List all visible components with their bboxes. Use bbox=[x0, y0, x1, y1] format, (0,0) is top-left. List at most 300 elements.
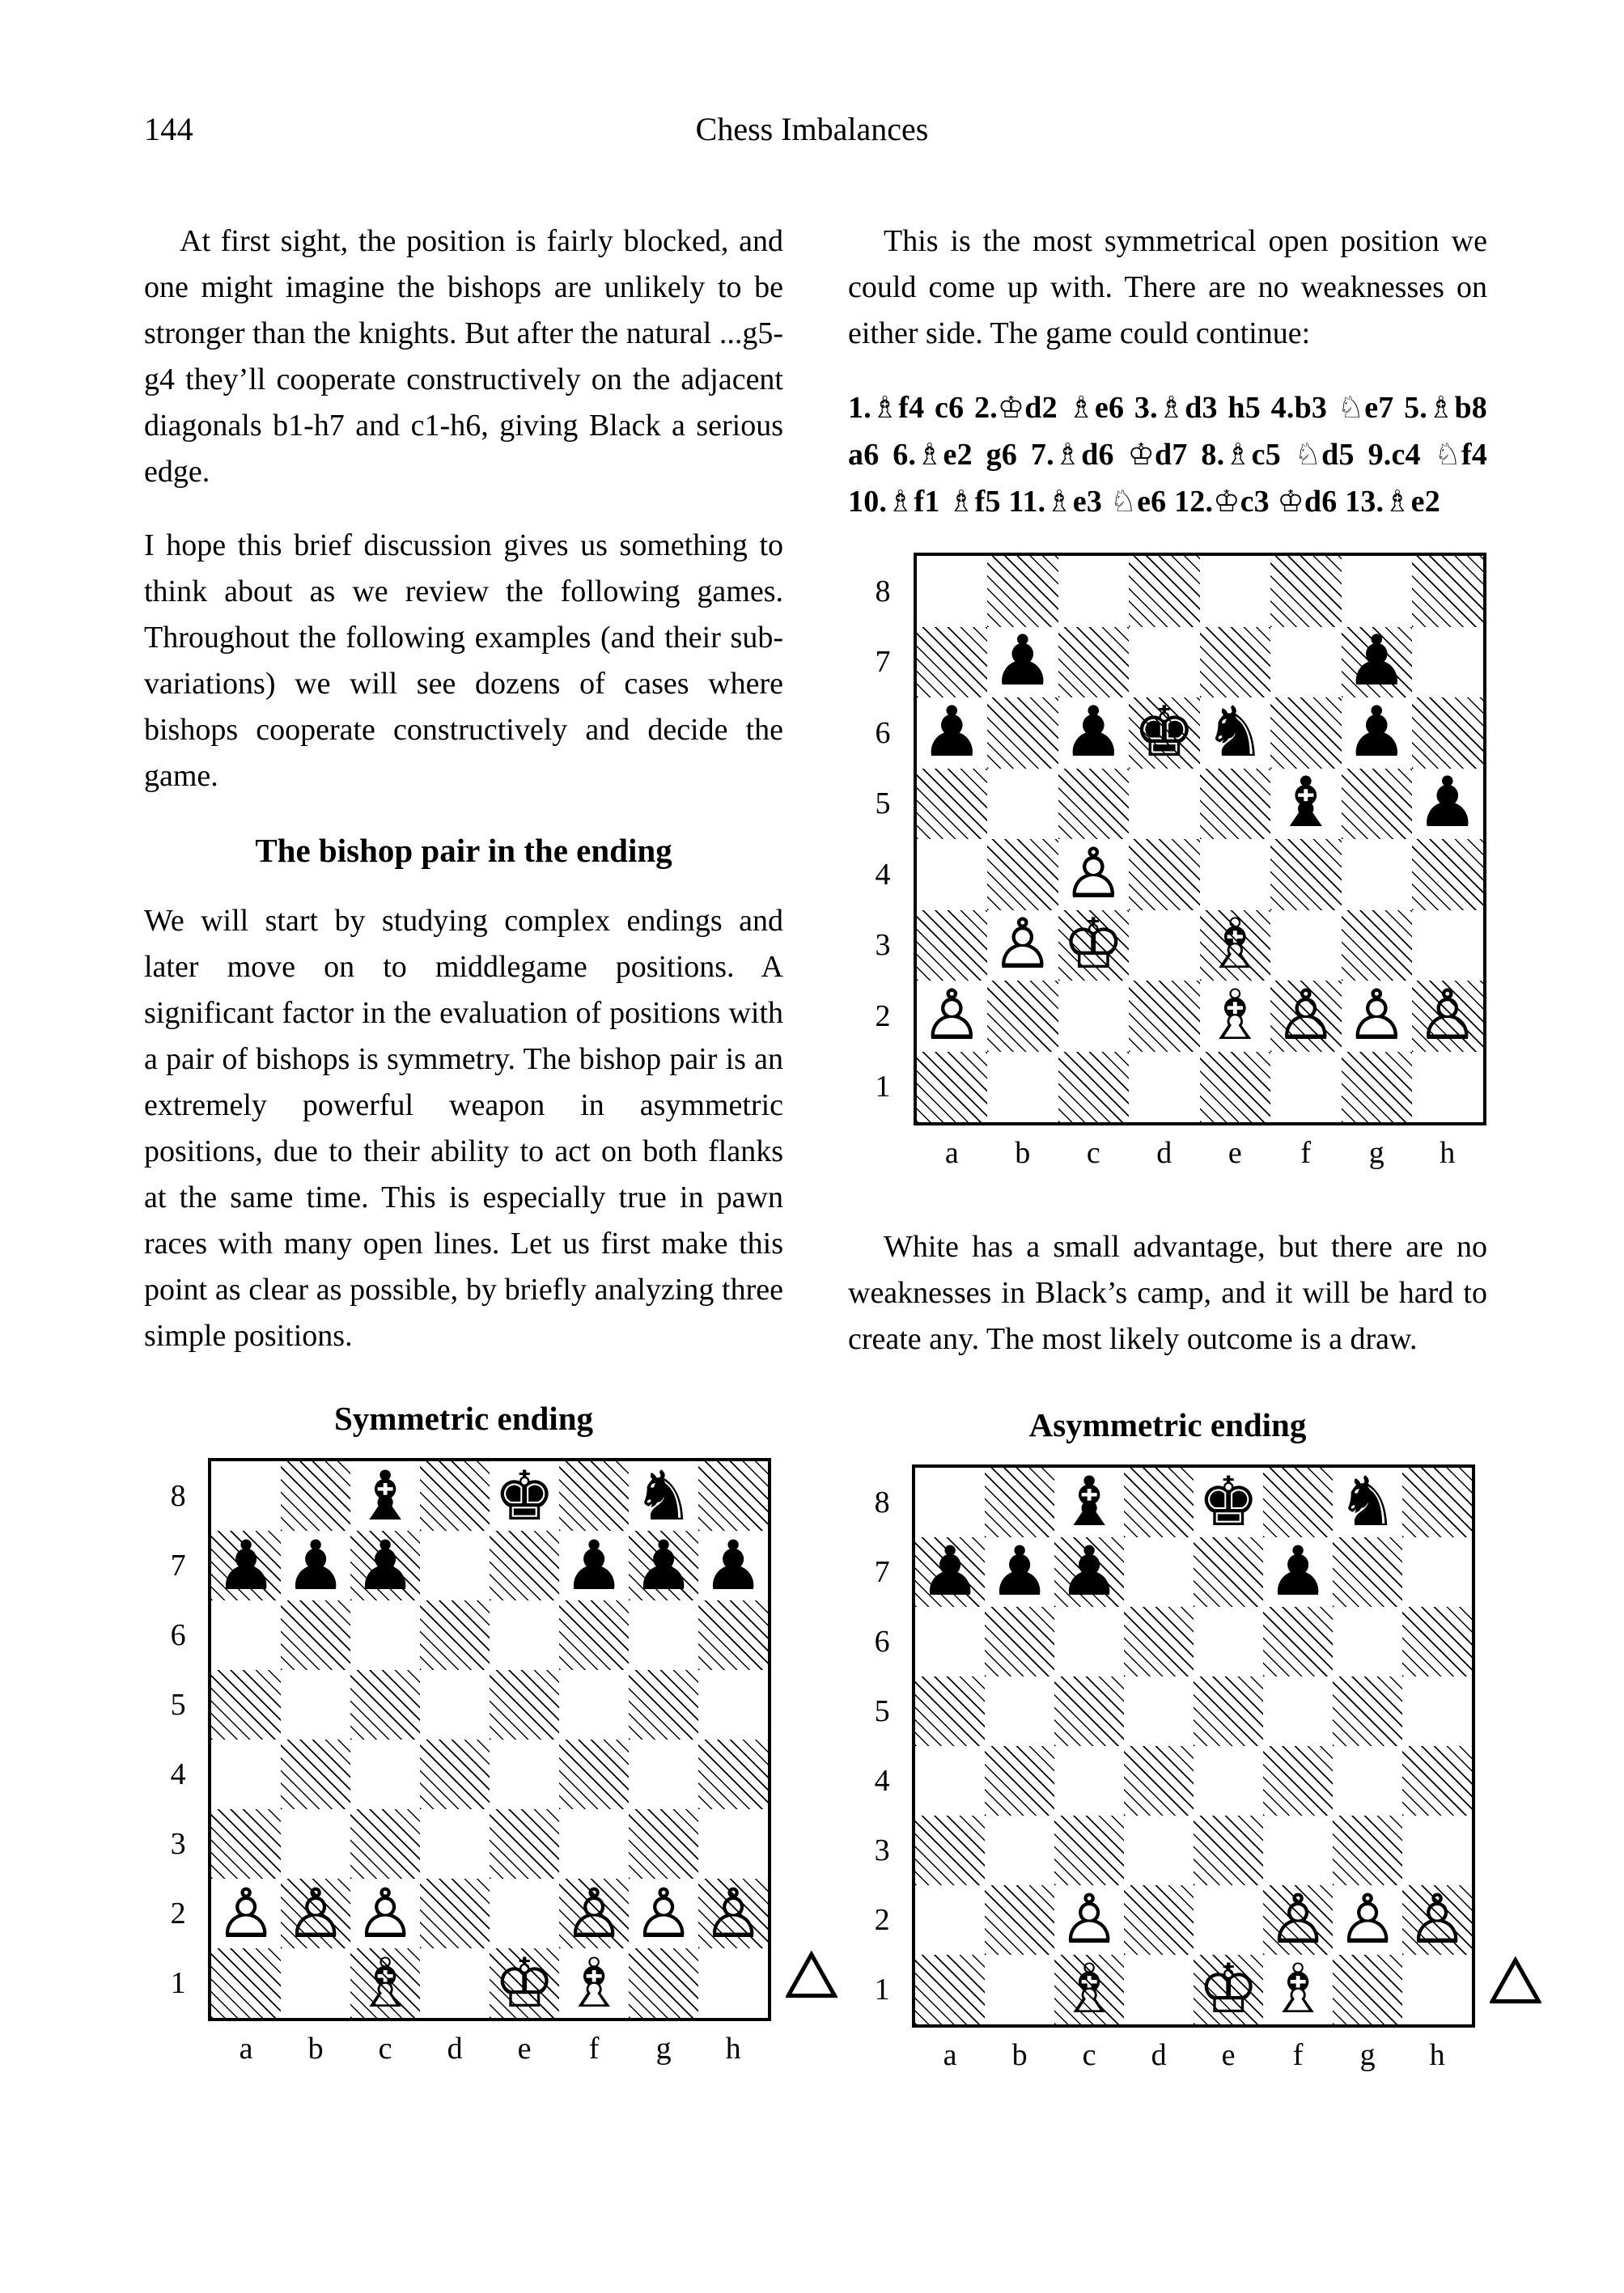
square-d1[interactable] bbox=[420, 1948, 490, 2018]
square-f2[interactable] bbox=[559, 1879, 629, 1948]
diagram-asymmetric-ending bbox=[848, 1405, 1487, 2097]
square-d8[interactable] bbox=[420, 1461, 490, 1531]
square-e4[interactable] bbox=[490, 1740, 559, 1809]
square-g1[interactable] bbox=[629, 1948, 698, 2018]
square-f3[interactable] bbox=[1270, 910, 1342, 981]
rank-label: 8 bbox=[874, 1485, 890, 1519]
black-pawn-icon[interactable]: ♟ bbox=[1345, 626, 1408, 697]
square-c4[interactable] bbox=[1054, 1746, 1124, 1816]
file-label: a bbox=[943, 2037, 957, 2072]
section-heading-bishop-pair-ending: The bishop pair in the ending bbox=[255, 832, 672, 869]
square-d5[interactable] bbox=[1124, 1676, 1194, 1746]
square-c4[interactable] bbox=[1058, 839, 1130, 910]
square-d7[interactable] bbox=[1124, 1537, 1194, 1607]
square-b5[interactable] bbox=[987, 769, 1058, 840]
square-a7[interactable] bbox=[915, 1537, 985, 1607]
square-a5[interactable] bbox=[915, 1676, 985, 1746]
white-king-icon[interactable]: ♔ bbox=[1198, 1954, 1259, 2024]
square-g6[interactable] bbox=[1333, 1607, 1402, 1676]
square-f1[interactable] bbox=[1263, 1955, 1333, 2024]
square-b3[interactable] bbox=[281, 1809, 350, 1879]
white-pawn-icon[interactable]: ♙ bbox=[215, 1879, 277, 1948]
square-g5[interactable] bbox=[1342, 769, 1413, 840]
square-e6[interactable] bbox=[1194, 1607, 1263, 1676]
square-g6[interactable] bbox=[1342, 697, 1413, 769]
white-pawn-icon[interactable]: ♙ bbox=[920, 981, 983, 1052]
file-label: g bbox=[1359, 2037, 1376, 2072]
black-pawn-icon[interactable]: ♟ bbox=[354, 1531, 416, 1600]
square-b7[interactable] bbox=[987, 627, 1058, 698]
square-d3[interactable] bbox=[1124, 1816, 1194, 1885]
square-h6[interactable] bbox=[1402, 1607, 1472, 1676]
square-h2[interactable] bbox=[1412, 981, 1483, 1052]
square-f2[interactable] bbox=[1270, 981, 1342, 1052]
rank-label: 5 bbox=[170, 1688, 186, 1722]
square-g7[interactable] bbox=[1342, 627, 1413, 698]
board-wrapper bbox=[170, 1458, 783, 2091]
square-h6[interactable] bbox=[698, 1600, 768, 1670]
square-f7[interactable] bbox=[1263, 1537, 1333, 1607]
square-h1[interactable] bbox=[698, 1948, 768, 2018]
square-f1[interactable] bbox=[1270, 1052, 1342, 1123]
square-a1[interactable] bbox=[211, 1948, 281, 2018]
page-number: 144 bbox=[144, 111, 193, 147]
black-bishop-icon[interactable]: ♝ bbox=[354, 1461, 416, 1531]
black-pawn-icon[interactable]: ♟ bbox=[633, 1531, 694, 1600]
square-g7[interactable] bbox=[629, 1531, 698, 1600]
square-h2[interactable] bbox=[1402, 1885, 1472, 1955]
square-d6[interactable] bbox=[1124, 1607, 1194, 1676]
square-f4[interactable] bbox=[1263, 1746, 1333, 1816]
square-d3[interactable] bbox=[420, 1809, 490, 1879]
square-h3[interactable] bbox=[1402, 1816, 1472, 1885]
file-label: c bbox=[378, 2032, 392, 2066]
square-d2[interactable] bbox=[1124, 1885, 1194, 1955]
square-d4[interactable] bbox=[420, 1740, 490, 1809]
square-g4[interactable] bbox=[629, 1740, 698, 1809]
square-b4[interactable] bbox=[281, 1740, 350, 1809]
square-a1[interactable] bbox=[917, 1052, 988, 1123]
square-h5[interactable] bbox=[1402, 1676, 1472, 1746]
square-b3[interactable] bbox=[985, 1816, 1054, 1885]
square-g2[interactable] bbox=[1342, 981, 1413, 1052]
square-f7[interactable] bbox=[559, 1531, 629, 1600]
square-h7[interactable] bbox=[1412, 627, 1483, 698]
square-c5[interactable] bbox=[1058, 769, 1130, 840]
square-d5[interactable] bbox=[1129, 769, 1200, 840]
black-pawn-icon[interactable]: ♟ bbox=[215, 1531, 277, 1600]
rank-label: 6 bbox=[874, 1624, 890, 1659]
square-d1[interactable] bbox=[1129, 1052, 1200, 1123]
square-h8[interactable] bbox=[698, 1461, 768, 1531]
square-a8[interactable] bbox=[915, 1468, 985, 1537]
square-h3[interactable] bbox=[1412, 910, 1483, 981]
square-c7[interactable] bbox=[350, 1531, 420, 1600]
black-pawn-icon[interactable]: ♟ bbox=[702, 1531, 764, 1600]
white-pawn-icon[interactable]: ♙ bbox=[1416, 981, 1479, 1052]
square-e2[interactable] bbox=[1194, 1885, 1263, 1955]
square-b1[interactable] bbox=[985, 1955, 1054, 2024]
square-b7[interactable] bbox=[985, 1537, 1054, 1607]
square-g3[interactable] bbox=[629, 1809, 698, 1879]
square-b6[interactable] bbox=[281, 1600, 350, 1670]
square-h8[interactable] bbox=[1412, 556, 1483, 627]
white-bishop-icon[interactable]: ♗ bbox=[354, 1948, 416, 2018]
black-king-icon[interactable]: ♚ bbox=[494, 1461, 555, 1531]
square-e7[interactable] bbox=[1200, 627, 1271, 698]
rank-label: 1 bbox=[170, 1966, 186, 2000]
square-b3[interactable] bbox=[987, 910, 1058, 981]
black-king-icon[interactable]: ♚ bbox=[1133, 697, 1196, 769]
board-wrapper bbox=[875, 553, 1488, 1197]
square-f4[interactable] bbox=[1270, 839, 1342, 910]
square-f1[interactable] bbox=[559, 1948, 629, 2018]
black-pawn-icon[interactable]: ♟ bbox=[563, 1531, 625, 1600]
square-f6[interactable] bbox=[1270, 697, 1342, 769]
square-c3[interactable] bbox=[350, 1809, 420, 1879]
square-f3[interactable] bbox=[1263, 1816, 1333, 1885]
diagram-symmetric-ending bbox=[144, 1398, 783, 2091]
square-b5[interactable] bbox=[985, 1676, 1054, 1746]
square-h8[interactable] bbox=[1402, 1468, 1472, 1537]
rank-label: 5 bbox=[874, 1693, 890, 1728]
square-a3[interactable] bbox=[917, 910, 988, 981]
square-e6[interactable] bbox=[1200, 697, 1271, 769]
black-pawn-icon[interactable]: ♟ bbox=[991, 626, 1054, 697]
square-d5[interactable] bbox=[420, 1670, 490, 1740]
white-bishop-icon[interactable]: ♗ bbox=[1058, 1954, 1120, 2024]
square-c1[interactable] bbox=[1058, 1052, 1130, 1123]
square-h6[interactable] bbox=[1412, 697, 1483, 769]
file-label: e bbox=[1228, 1136, 1242, 1170]
black-king-icon[interactable]: ♚ bbox=[1198, 1467, 1259, 1537]
white-king-icon[interactable]: ♔ bbox=[494, 1948, 555, 2018]
file-labels bbox=[917, 1129, 1483, 1177]
paragraph-i-hope: I hope this brief discussion gives us something to think about as we review the following games. Throughout the following examples (and their sub-variations) we will see dozens of cases where bishops cooperate constructively and decide the game. bbox=[144, 528, 783, 793]
square-b6[interactable] bbox=[987, 697, 1058, 769]
square-e8[interactable] bbox=[1194, 1468, 1263, 1537]
square-d2[interactable] bbox=[420, 1879, 490, 1948]
white-pawn-icon[interactable]: ♙ bbox=[1337, 1884, 1398, 1955]
square-b4[interactable] bbox=[985, 1746, 1054, 1816]
square-d3[interactable] bbox=[1129, 910, 1200, 981]
square-g2[interactable] bbox=[1333, 1885, 1402, 1955]
square-d7[interactable] bbox=[420, 1531, 490, 1600]
square-a4[interactable] bbox=[917, 839, 988, 910]
square-h4[interactable] bbox=[1402, 1746, 1472, 1816]
square-b7[interactable] bbox=[281, 1531, 350, 1600]
square-e2[interactable] bbox=[1200, 981, 1271, 1052]
square-b5[interactable] bbox=[281, 1670, 350, 1740]
white-bishop-icon[interactable]: ♗ bbox=[1203, 909, 1266, 981]
square-c6[interactable] bbox=[350, 1600, 420, 1670]
square-e1[interactable] bbox=[1194, 1955, 1263, 2024]
square-h5[interactable] bbox=[1412, 769, 1483, 840]
square-f8[interactable] bbox=[1270, 556, 1342, 627]
square-e5[interactable] bbox=[490, 1670, 559, 1740]
board-wrapper bbox=[874, 1464, 1487, 2097]
file-label: c bbox=[1082, 2037, 1096, 2072]
square-h4[interactable] bbox=[1412, 839, 1483, 910]
white-pawn-icon[interactable]: ♙ bbox=[702, 1879, 764, 1948]
square-g1[interactable] bbox=[1333, 1955, 1402, 2024]
square-e5[interactable] bbox=[1200, 769, 1271, 840]
square-f8[interactable] bbox=[559, 1461, 629, 1531]
square-d6[interactable] bbox=[1129, 697, 1200, 769]
white-pawn-icon[interactable]: ♙ bbox=[1406, 1884, 1468, 1955]
black-pawn-icon[interactable]: ♟ bbox=[1345, 697, 1408, 769]
square-e3[interactable] bbox=[1194, 1816, 1263, 1885]
square-a6[interactable] bbox=[917, 697, 988, 769]
file-label: d bbox=[1151, 2037, 1167, 2072]
file-label: d bbox=[1156, 1136, 1172, 1170]
black-pawn-icon[interactable]: ♟ bbox=[1267, 1536, 1329, 1607]
rank-label: 7 bbox=[874, 1554, 890, 1589]
black-pawn-icon[interactable]: ♟ bbox=[919, 1536, 981, 1607]
board-grid[interactable] bbox=[914, 553, 1486, 1125]
rank-label: 7 bbox=[875, 645, 891, 680]
move-list: 1.♗f4 c6 2.♔d2 ♗e6 3.♗d3 h5 4.b3 ♘e7 5.♗b8 a6 6.♗e2 g6 7.♗d6 ♔d7 8.♗c5 ♘d5 9.c4 ♘f4 10.♗f1 ♗f5 11.♗e3 ♘e6 12.♔c3 ♔d6 13.♗e2 bbox=[848, 390, 1488, 519]
square-d1[interactable] bbox=[1124, 1955, 1194, 2024]
white-pawn-icon[interactable]: ♙ bbox=[563, 1879, 625, 1948]
square-e7[interactable] bbox=[490, 1531, 559, 1600]
board-grid[interactable] bbox=[912, 1464, 1475, 2028]
square-g1[interactable] bbox=[1342, 1052, 1413, 1123]
black-pawn-icon[interactable]: ♟ bbox=[1058, 1536, 1120, 1607]
file-label: h bbox=[725, 2032, 741, 2066]
square-d6[interactable] bbox=[420, 1600, 490, 1670]
square-e3[interactable] bbox=[1200, 910, 1271, 981]
square-c5[interactable] bbox=[350, 1670, 420, 1740]
square-c3[interactable] bbox=[1054, 1816, 1124, 1885]
square-f2[interactable] bbox=[1263, 1885, 1333, 1955]
square-d8[interactable] bbox=[1129, 556, 1200, 627]
black-bishop-icon[interactable]: ♝ bbox=[1058, 1467, 1120, 1537]
square-f3[interactable] bbox=[559, 1809, 629, 1879]
square-g4[interactable] bbox=[1342, 839, 1413, 910]
square-d2[interactable] bbox=[1129, 981, 1200, 1052]
square-g8[interactable] bbox=[1333, 1468, 1402, 1537]
file-label: e bbox=[1221, 2037, 1236, 2072]
black-knight-icon[interactable]: ♞ bbox=[1337, 1467, 1398, 1537]
white-pawn-icon[interactable]: ♙ bbox=[1345, 981, 1408, 1052]
black-pawn-icon[interactable]: ♟ bbox=[989, 1536, 1050, 1607]
square-g7[interactable] bbox=[1333, 1537, 1402, 1607]
square-c3[interactable] bbox=[1058, 910, 1130, 981]
square-a3[interactable] bbox=[211, 1809, 281, 1879]
square-a1[interactable] bbox=[915, 1955, 985, 2024]
square-a4[interactable] bbox=[915, 1746, 985, 1816]
file-label: d bbox=[447, 2032, 463, 2066]
square-a8[interactable] bbox=[211, 1461, 281, 1531]
square-b8[interactable] bbox=[985, 1468, 1054, 1537]
square-g8[interactable] bbox=[629, 1461, 698, 1531]
white-bishop-icon[interactable]: ♗ bbox=[1267, 1954, 1329, 2024]
square-f6[interactable] bbox=[559, 1600, 629, 1670]
square-f5[interactable] bbox=[1270, 769, 1342, 840]
square-e8[interactable] bbox=[1200, 556, 1271, 627]
square-c6[interactable] bbox=[1058, 697, 1130, 769]
square-a2[interactable] bbox=[211, 1879, 281, 1948]
square-e4[interactable] bbox=[1200, 839, 1271, 910]
square-c8[interactable] bbox=[1054, 1468, 1124, 1537]
square-c2[interactable] bbox=[1054, 1885, 1124, 1955]
black-knight-icon[interactable]: ♞ bbox=[633, 1461, 694, 1531]
square-e7[interactable] bbox=[1194, 1537, 1263, 1607]
square-f8[interactable] bbox=[1263, 1468, 1333, 1537]
square-c6[interactable] bbox=[1054, 1607, 1124, 1676]
black-pawn-icon[interactable]: ♟ bbox=[285, 1531, 346, 1600]
white-pawn-icon[interactable]: ♙ bbox=[1267, 1884, 1329, 1955]
square-f7[interactable] bbox=[1270, 627, 1342, 698]
square-g3[interactable] bbox=[1342, 910, 1413, 981]
white-pawn-icon[interactable]: ♙ bbox=[354, 1879, 416, 1948]
square-c4[interactable] bbox=[350, 1740, 420, 1809]
square-a6[interactable] bbox=[211, 1600, 281, 1670]
file-label: b bbox=[1015, 1136, 1031, 1170]
rank-labels bbox=[144, 1461, 186, 2018]
square-h2[interactable] bbox=[698, 1879, 768, 1948]
file-label: a bbox=[239, 2032, 253, 2066]
white-bishop-icon[interactable]: ♗ bbox=[1203, 981, 1266, 1052]
square-h3[interactable] bbox=[698, 1809, 768, 1879]
square-a6[interactable] bbox=[915, 1607, 985, 1676]
square-c7[interactable] bbox=[1054, 1537, 1124, 1607]
file-label: b bbox=[1011, 2037, 1028, 2072]
square-h5[interactable] bbox=[698, 1670, 768, 1740]
square-b8[interactable] bbox=[281, 1461, 350, 1531]
white-pawn-icon[interactable]: ♙ bbox=[285, 1879, 346, 1948]
chessboard-symmetric[interactable] bbox=[144, 1458, 783, 2091]
square-a8[interactable] bbox=[917, 556, 988, 627]
square-g4[interactable] bbox=[1333, 1746, 1402, 1816]
chessboard-open-position[interactable] bbox=[848, 553, 1487, 1197]
square-e1[interactable] bbox=[490, 1948, 559, 2018]
book-title: Chess Imbalances bbox=[695, 111, 929, 147]
square-f4[interactable] bbox=[559, 1740, 629, 1809]
square-b1[interactable] bbox=[987, 1052, 1058, 1123]
square-h7[interactable] bbox=[698, 1531, 768, 1600]
square-c1[interactable] bbox=[1054, 1955, 1124, 2024]
board-grid[interactable] bbox=[208, 1458, 771, 2021]
square-g2[interactable] bbox=[629, 1879, 698, 1948]
square-g8[interactable] bbox=[1342, 556, 1413, 627]
paragraph-white-small-advantage: White has a small advantage, but there are no weaknesses in Black’s camp, and it will be hard to create any. The most likely outcome is a draw. bbox=[848, 1229, 1487, 1356]
file-labels bbox=[915, 2031, 1472, 2079]
square-g3[interactable] bbox=[1333, 1816, 1402, 1885]
file-label: g bbox=[655, 2032, 672, 2066]
white-pawn-icon[interactable]: ♙ bbox=[1274, 981, 1338, 1052]
paragraph-we-will-start: We will start by studying complex endings and later move on to middlegame positions. A significant factor in the evaluation of positions with a pair of bishops is symmetry. The bishop pair is an extremely powerful weapon in asymmetric positions, due to their ability to act on both flanks at the same time. This is especially true in pawn races with many open lines. Let us first make this point as clear as possible, by briefly analyzing three simple positions. bbox=[144, 904, 783, 1353]
white-bishop-icon[interactable]: ♗ bbox=[563, 1948, 625, 2018]
rank-label: 4 bbox=[875, 857, 891, 892]
rank-label: 8 bbox=[875, 574, 891, 608]
square-f5[interactable] bbox=[559, 1670, 629, 1740]
square-a5[interactable] bbox=[917, 769, 988, 840]
square-g5[interactable] bbox=[629, 1670, 698, 1740]
black-bishop-icon[interactable]: ♝ bbox=[1274, 768, 1338, 839]
square-a2[interactable] bbox=[915, 1885, 985, 1955]
square-f6[interactable] bbox=[1263, 1607, 1333, 1676]
white-pawn-icon[interactable]: ♙ bbox=[633, 1879, 694, 1948]
square-c2[interactable] bbox=[350, 1879, 420, 1948]
rank-label: 5 bbox=[875, 786, 891, 821]
white-to-move-triangle-icon bbox=[1490, 1956, 1541, 2005]
square-d4[interactable] bbox=[1124, 1746, 1194, 1816]
rank-label: 6 bbox=[875, 715, 891, 750]
rank-label: 1 bbox=[875, 1070, 891, 1104]
rank-labels bbox=[848, 1468, 890, 2024]
square-c8[interactable] bbox=[1058, 556, 1130, 627]
square-e5[interactable] bbox=[1194, 1676, 1263, 1746]
square-c1[interactable] bbox=[350, 1948, 420, 2018]
square-a7[interactable] bbox=[917, 627, 988, 698]
square-f5[interactable] bbox=[1263, 1676, 1333, 1746]
white-king-icon[interactable]: ♔ bbox=[1062, 909, 1125, 981]
square-h4[interactable] bbox=[698, 1740, 768, 1809]
square-g5[interactable] bbox=[1333, 1676, 1402, 1746]
square-e1[interactable] bbox=[1200, 1052, 1271, 1123]
black-pawn-icon[interactable]: ♟ bbox=[1416, 768, 1479, 839]
file-label: f bbox=[1292, 2037, 1304, 2072]
square-e4[interactable] bbox=[1194, 1746, 1263, 1816]
square-b4[interactable] bbox=[987, 839, 1058, 910]
chessboard-asymmetric[interactable] bbox=[848, 1464, 1487, 2097]
black-knight-icon[interactable]: ♞ bbox=[1203, 697, 1266, 769]
square-b1[interactable] bbox=[281, 1948, 350, 2018]
square-b2[interactable] bbox=[987, 981, 1058, 1052]
white-pawn-icon[interactable]: ♙ bbox=[991, 909, 1054, 981]
square-b6[interactable] bbox=[985, 1607, 1054, 1676]
square-e6[interactable] bbox=[490, 1600, 559, 1670]
square-b8[interactable] bbox=[987, 556, 1058, 627]
square-c2[interactable] bbox=[1058, 981, 1130, 1052]
square-a4[interactable] bbox=[211, 1740, 281, 1809]
rank-label: 1 bbox=[874, 1972, 890, 2007]
square-c8[interactable] bbox=[350, 1461, 420, 1531]
file-label: f bbox=[1300, 1136, 1312, 1170]
file-label: b bbox=[307, 2032, 324, 2066]
square-e3[interactable] bbox=[490, 1809, 559, 1879]
black-pawn-icon[interactable]: ♟ bbox=[920, 697, 983, 769]
square-a2[interactable] bbox=[917, 981, 988, 1052]
square-e2[interactable] bbox=[490, 1879, 559, 1948]
square-g6[interactable] bbox=[629, 1600, 698, 1670]
square-h1[interactable] bbox=[1412, 1052, 1483, 1123]
square-d8[interactable] bbox=[1124, 1468, 1194, 1537]
file-label: f bbox=[588, 2032, 600, 2066]
square-d4[interactable] bbox=[1129, 839, 1200, 910]
square-c7[interactable] bbox=[1058, 627, 1130, 698]
rank-label: 6 bbox=[170, 1618, 186, 1652]
file-label: a bbox=[944, 1136, 959, 1170]
square-e8[interactable] bbox=[490, 1461, 559, 1531]
black-pawn-icon[interactable]: ♟ bbox=[1062, 697, 1125, 769]
square-a7[interactable] bbox=[211, 1531, 281, 1600]
file-label: g bbox=[1368, 1136, 1384, 1170]
square-c5[interactable] bbox=[1054, 1676, 1124, 1746]
white-pawn-icon[interactable]: ♙ bbox=[1062, 839, 1125, 910]
square-a3[interactable] bbox=[915, 1816, 985, 1885]
white-pawn-icon[interactable]: ♙ bbox=[1058, 1884, 1120, 1955]
square-a5[interactable] bbox=[211, 1670, 281, 1740]
square-h1[interactable] bbox=[1402, 1955, 1472, 2024]
file-label: h bbox=[1440, 1136, 1456, 1170]
square-d7[interactable] bbox=[1129, 627, 1200, 698]
square-b2[interactable] bbox=[985, 1885, 1054, 1955]
square-h7[interactable] bbox=[1402, 1537, 1472, 1607]
square-b2[interactable] bbox=[281, 1879, 350, 1948]
